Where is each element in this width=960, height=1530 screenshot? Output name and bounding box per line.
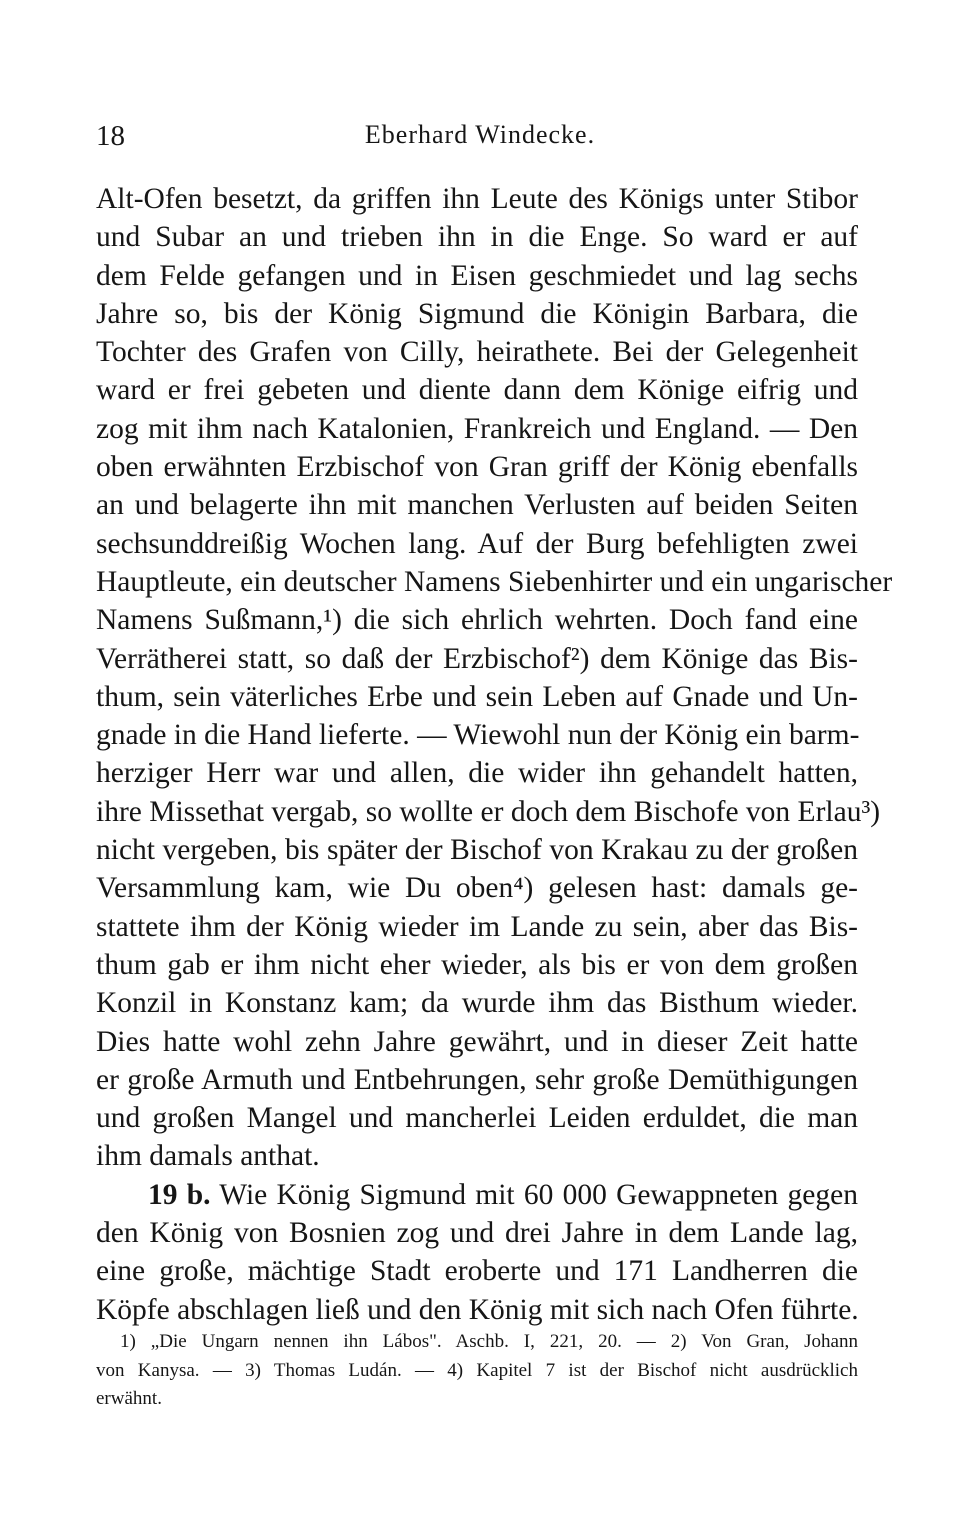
body-text bbox=[96, 180, 893, 1329]
footnote-line: erwähnt. bbox=[96, 1388, 162, 1409]
section-number: 19 b. bbox=[148, 1178, 211, 1211]
section-heading-line bbox=[96, 1176, 858, 1214]
text-line: an und belagerte ihn mit manchen Verlusten auf beiden Seiten bbox=[96, 489, 858, 522]
text-line: Namens Sußmann,¹) die sich ehrlich wehrten. Doch fand eine bbox=[96, 604, 858, 637]
text-line: Versammlung kam, wie Du oben⁴) gelesen hast: damals ge- bbox=[96, 872, 858, 905]
text-line: ward er frei gebeten und diente dann dem Könige eifrig und bbox=[96, 374, 858, 407]
text-line: Hauptleute, ein deutscher Namens Siebenhirter und ein ungarischer bbox=[96, 565, 893, 598]
text-line: Verrätherei statt, so daß der Erzbischof²) dem Könige das Bis- bbox=[96, 642, 858, 675]
section-text: Wie König Sigmund mit 60 000 Gewappneten gegen bbox=[219, 1178, 858, 1211]
text-line: sechsunddreißig Wochen lang. Auf der Burg befehligten zwei bbox=[96, 527, 858, 560]
text-line: nicht vergeben, bis später der Bischof von Krakau zu der großen bbox=[96, 834, 858, 867]
text-line: thum, sein väterliches Erbe und sein Leben auf Gnade und Un- bbox=[96, 680, 858, 713]
text-line: ihm damals anthat. bbox=[96, 1140, 320, 1173]
text-line: und großen Mangel und mancherlei Leiden erduldet, die man bbox=[96, 1102, 858, 1135]
text-line: Alt-Ofen besetzt, da griffen ihn Leute des Königs unter Stibor bbox=[96, 183, 858, 215]
text-line: ihre Missethat vergab, so wollte er doch dem Bischofe von Erlau³) bbox=[96, 795, 881, 828]
page-header bbox=[96, 120, 864, 156]
footnote-line: 1) „Die Ungarn nennen ihn Lábos". Aschb. I, 221, 20. — 2) Von Gran, Johann bbox=[120, 1331, 858, 1352]
text-line: thum gab er ihm nicht eher wieder, als bis er von dem großen bbox=[96, 948, 858, 981]
text-line: Jahre so, bis der König Sigmund die Königin Barbara, die bbox=[96, 297, 858, 330]
text-line: und Subar an und trieben ihn in die Enge. So ward er auf bbox=[96, 221, 858, 254]
text-line: zog mit ihm nach Katalonien, Frankreich und England. — Den bbox=[96, 412, 858, 445]
text-line: herziger Herr war und allen, die wider ihn gehandelt hatten, bbox=[96, 757, 858, 790]
text-line: Konzil in Konstanz kam; da wurde ihm das Bisthum wieder. bbox=[96, 987, 858, 1020]
text-line: Dies hatte wohl zehn Jahre gewährt, und in dieser Zeit hatte bbox=[96, 1025, 858, 1058]
text-line: dem Felde gefangen und in Eisen geschmiedet und lag sechs bbox=[96, 259, 858, 292]
text-line: stattete ihm der König wieder im Lande zu sein, aber das Bis- bbox=[96, 910, 858, 943]
page-number: 18 bbox=[96, 120, 125, 152]
footnotes bbox=[96, 1328, 858, 1414]
section-line: Köpfe abschlagen ließ und den König mit sich nach Ofen führte. bbox=[96, 1293, 859, 1326]
text-line: gnade in die Hand lieferte. — Wiewohl nun der König ein barm- bbox=[96, 719, 860, 752]
section-line: den König von Bosnien zog und drei Jahre in dem Lande lag, bbox=[96, 1217, 858, 1250]
section-line: eine große, mächtige Stadt eroberte und 171 Landherren die bbox=[96, 1255, 858, 1288]
text-line: Tochter des Grafen von Cilly, heirathete. Bei der Gelegenheit bbox=[96, 336, 858, 369]
text-line: er große Armuth und Entbehrungen, sehr große Demüthigungen bbox=[96, 1063, 858, 1096]
running-title: Eberhard Windecke. bbox=[364, 120, 596, 149]
footnote-line: von Kanysa. — 3) Thomas Ludán. — 4) Kapitel 7 ist der Bischof nicht ausdrücklich bbox=[96, 1359, 858, 1381]
text-line: oben erwähnten Erzbischof von Gran griff der König ebenfalls bbox=[96, 451, 858, 484]
